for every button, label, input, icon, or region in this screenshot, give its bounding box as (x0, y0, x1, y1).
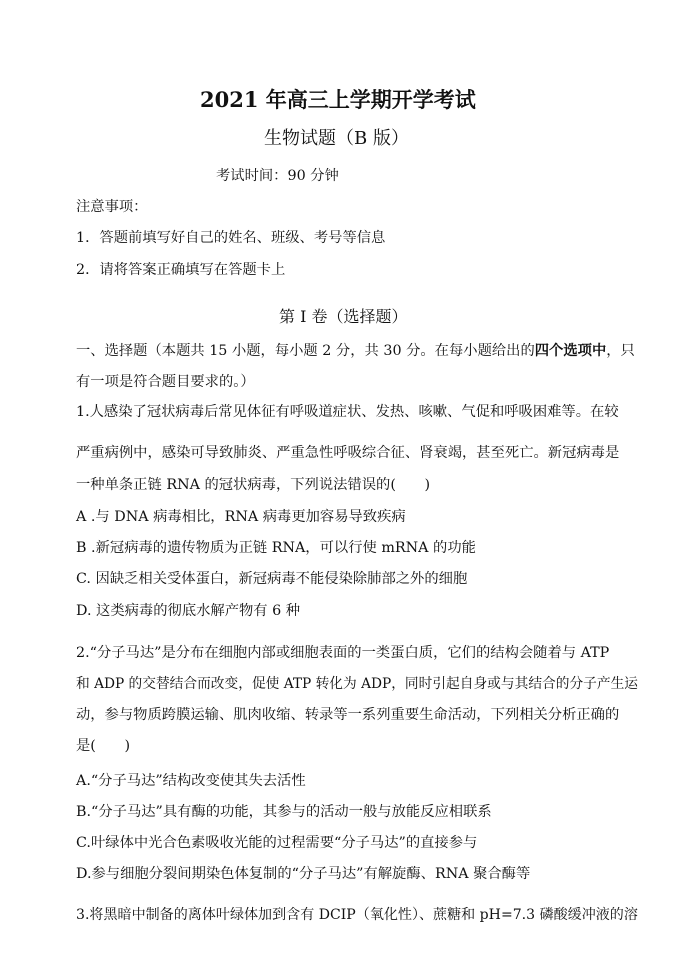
option-a: A .与 DNA 病毒相比，RNA 病毒更加容易导致疾病 (76, 509, 406, 525)
option-c: C. 因缺乏相关受体蛋白，新冠病毒不能侵染除肺部之外的细胞 (76, 571, 468, 587)
question-stem: 是( ) (76, 738, 131, 754)
question-stem: 2.“分子马达”是分布在细胞内部或细胞表面的一类蛋白质，它们的结构会随着与 ATP (76, 645, 610, 661)
question-stem: 一种单条正链 RNA 的冠状病毒，下列说法错误的( ) (76, 477, 431, 493)
option-b: B .新冠病毒的遗传物质为正链 RNA，可以行使 mRNA 的功能 (76, 540, 476, 556)
note-item: 2．请将答案正确填写在答题卡上 (76, 262, 286, 278)
notes-heading: 注意事项： (76, 199, 148, 215)
section-title: 第 I 卷（选择题） (279, 307, 408, 326)
question-stem: 1.人感染了冠状病毒后常见体征有呼吸道症状、发热、咳嗽、气促和呼吸困难等。在较 (76, 404, 619, 420)
instructions-text: ，只 (606, 343, 635, 359)
option-c: C.叶绿体中光合色素吸收光能的过程需要“分子马达”的直接参与 (76, 835, 478, 851)
note-item: 1．答题前填写好自己的姓名、班级、考号等信息 (76, 230, 386, 246)
section-instructions-cont: 有一项是符合题目要求的。） (76, 374, 255, 390)
exam-title: 2021 年高三上学期开学考试 (200, 87, 476, 112)
question-stem: 严重病例中，感染可导致肺炎、严重急性呼吸综合征、肾衰竭，甚至死亡。新冠病毒是 (76, 445, 620, 461)
question-stem: 3.将黑暗中制备的离体叶绿体加到含有 DCIP（氧化性）、蔗糖和 pH=7.3 磷酸缓冲液的溶 (76, 907, 638, 923)
exam-subtitle: 生物试题（B 版） (264, 128, 409, 149)
option-b: B.“分子马达”具有酶的功能，其参与的活动一般与放能反应相联系 (76, 804, 492, 820)
instructions-text: 一、选择题（本题共 15 小题，每小题 2 分，共 30 分。在每小题给出的 (76, 343, 535, 359)
option-a: A.“分子马达”结构改变使其失去活性 (76, 773, 306, 789)
question-stem: 和 ADP 的交替结合而改变，促使 ATP 转化为 ADP，同时引起自身或与其结合的分子产生运 (76, 676, 639, 692)
exam-time: 考试时间：90 分钟 (216, 168, 339, 184)
option-d: D.参与细胞分裂间期染色体复制的“分子马达”有解旋酶、RNA 聚合酶等 (76, 866, 531, 882)
instructions-bold: 四个选项中 (534, 343, 607, 359)
section-instructions (76, 341, 635, 361)
option-d: D. 这类病毒的彻底水解产物有 6 种 (76, 603, 301, 619)
question-stem: 动，参与物质跨膜运输、肌肉收缩、转录等一系列重要生命活动，下列相关分析正确的 (76, 707, 620, 723)
